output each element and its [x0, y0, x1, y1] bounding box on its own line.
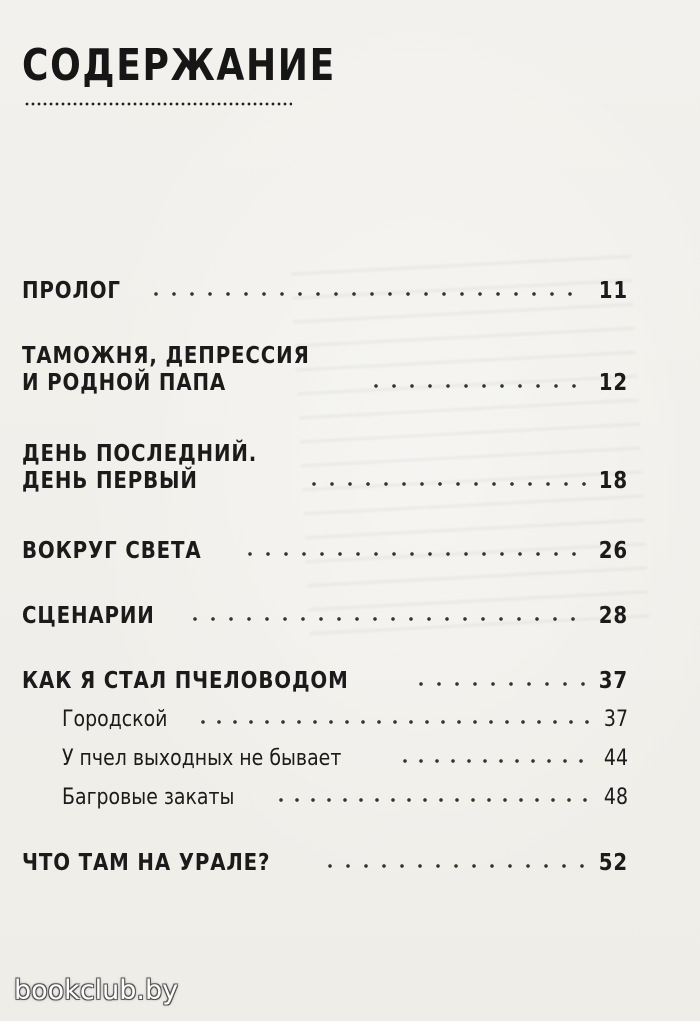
toc-entry-prologue[interactable] [22, 278, 628, 304]
dot-leader [321, 863, 586, 869]
dot-leader [397, 758, 592, 764]
dot-leader [186, 616, 586, 622]
toc-entry-last-day[interactable] [22, 440, 628, 494]
toc-entry-title-line2: ДЕНЬ ПЕРВЫЙ [22, 468, 198, 494]
toc-entry-title: КАК Я СТАЛ ПЧЕЛОВОДОМ [22, 668, 349, 694]
toc-entry-beekeeper[interactable] [22, 668, 628, 694]
dot-leader [195, 719, 592, 725]
watermark: bookclub.by [14, 975, 179, 1006]
toc-entry-title: ПРОЛОГ [22, 278, 121, 304]
page-title: СОДЕРЖАНИЕ [22, 40, 336, 91]
dot-leader [241, 551, 586, 557]
toc-entry-title: ЧТО ТАМ НА УРАЛЕ? [22, 850, 271, 876]
toc-entry-customs[interactable] [22, 342, 628, 396]
toc-entry-title-line2: И РОДНОЙ ПАПА [22, 370, 227, 396]
dot-leader [412, 681, 586, 687]
dot-leader [147, 291, 586, 297]
dot-leader [367, 383, 586, 389]
toc-page-number: 11 [598, 278, 628, 304]
toc-page-number: 44 [603, 746, 628, 771]
toc-entry-title-line1: ТАМОЖНЯ, ДЕПРЕССИЯ [22, 343, 310, 369]
toc-subentry-bees[interactable] [22, 746, 628, 771]
toc-page-number: 48 [603, 785, 628, 810]
toc-page-number: 12 [598, 370, 628, 396]
toc-entry-urals[interactable] [22, 850, 628, 876]
title-dotted-underline [24, 102, 292, 106]
toc-page-number: 52 [598, 850, 628, 876]
toc-page-number: 26 [598, 538, 628, 564]
dot-leader [305, 481, 586, 487]
toc-page-number: 37 [603, 707, 628, 732]
toc-subentry-sunsets[interactable] [22, 785, 628, 810]
toc-entry-title: Городской [62, 707, 168, 732]
toc-page-number: 28 [598, 603, 628, 629]
toc-entry-title: СЦЕНАРИИ [22, 603, 155, 629]
toc-entry-around-world[interactable] [22, 538, 628, 564]
toc-page-number: 18 [598, 468, 628, 494]
table-of-contents [22, 278, 628, 876]
dot-leader [273, 797, 592, 803]
toc-subentry-urban[interactable] [22, 707, 628, 732]
toc-entry-title: Багровые закаты [62, 785, 235, 810]
toc-entry-title-line1: ДЕНЬ ПОСЛЕДНИЙ. [22, 441, 258, 467]
toc-page-number: 37 [598, 668, 628, 694]
toc-entry-title: У пчел выходных не бывает [62, 746, 342, 771]
toc-entry-title: ВОКРУГ СВЕТА [22, 538, 202, 564]
toc-entry-scenarios[interactable] [22, 603, 628, 629]
